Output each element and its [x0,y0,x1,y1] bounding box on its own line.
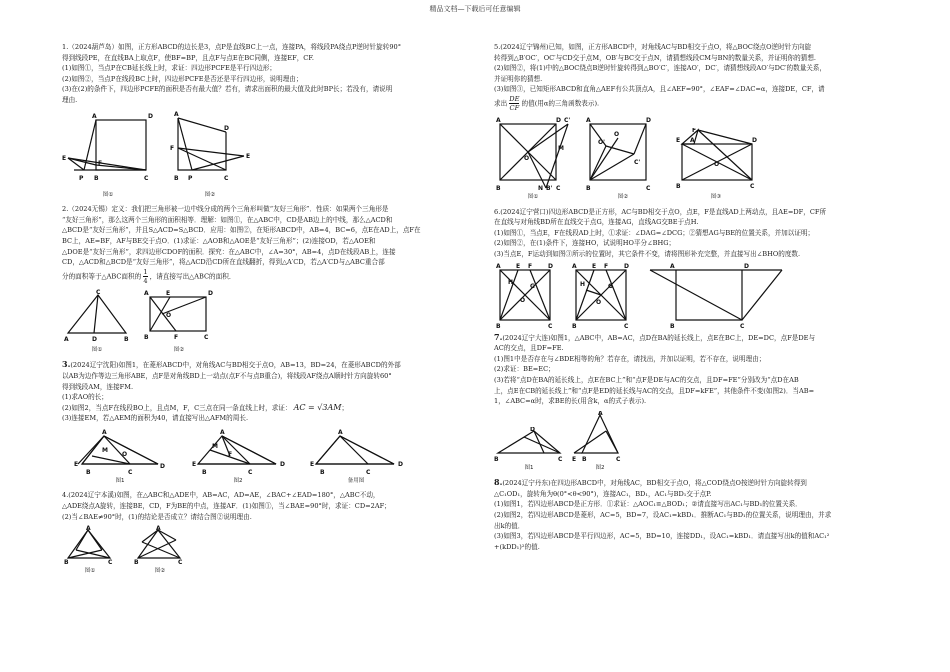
problem-4-line: (2)当∠BAE≠90°时，(1)的结论是否成立？请结合图②说明理由. [62,512,252,521]
svg-text:P: P [188,174,193,182]
problem-6-line: 6.(2024辽宁营口)四边形ABCD是正方形，AC与BD相交于点O，点E，F是直线AD上两动点，且AE=DF，CF所 [494,207,827,216]
svg-text:O: O [596,298,602,306]
problem-1-figure-1 [62,110,154,201]
problem-7-line: AC的交点，且DF=FE. [494,344,564,353]
figure-caption: 图① [102,191,114,198]
svg-text:E: E [62,154,67,162]
problem-2-line: CD，△ACD和△BCD是“友好三角形”，将△ACD沿CD所在直线翻折，得到△A′CD，若△A′CD与△ABC重合部 [62,258,385,267]
problem-5 [494,42,908,203]
svg-text:C: C [616,455,621,463]
problem-3-line: 3.(2024辽宁沈阳)如图1，在菱形ABCD中，对角线AC与BD相交于点O，AB=13，BD=24，在菱形ABCD的外部 [62,359,401,370]
svg-text:D: D [548,262,553,270]
figure-caption: 图② [173,346,185,353]
svg-text:D: D [398,460,403,468]
svg-text:C: C [204,333,209,341]
problem-3-line: (3)连接EM，若△AEM的面积为40，请直接写出△AFM的周长. [62,414,249,423]
svg-text:D: D [530,426,535,433]
svg-text:F: F [228,450,233,458]
svg-text:B: B [582,455,587,463]
svg-text:E: E [74,460,79,468]
svg-text:M: M [102,446,108,454]
svg-text:O': O' [598,138,605,146]
problem-4-line: 4.(2024辽宁本溪)如图，在△ABC和△ADE中，AB=AC，AD=AE，∠BAC+∠EAD=180°，△ABC不动， [62,491,380,500]
svg-text:C': C' [564,116,571,124]
problem-8-line: (2)如图2，若四边形ABCD是菱形，AC=5，BD=7，设AC₁=kBD₁．推断AC₁与BD₁的位置关系，说明理由，并求 [494,511,832,520]
svg-text:A: A [338,428,343,436]
figure-caption: 图2 [233,477,243,484]
svg-text:E: E [592,262,597,270]
svg-text:N: N [538,184,544,192]
figure-caption: 图1 [524,464,534,471]
svg-text:P: P [79,174,84,182]
svg-text:C: C [740,322,745,328]
problem-1-line: 得到线段PE，在直线BA上取点F，使BF=BP，且点F与点E在BC同侧，连接EF，CF. [62,53,314,62]
problem-5-line: (2)如图②，将(1)中的△BOC绕点B逆时针旋转得到△BO′C′，连接AO′，DC′，请猜想线段AO′与DC′的数量关系， [494,64,827,73]
figure-caption: 图① [527,193,539,200]
problem-3-figure-3 [308,426,404,487]
problem-8-line: 8.(2024辽宁丹东)在四边形ABCD中，对角线AC，BD相交于点O，将△COD绕点O按逆时针方向旋转得到 [494,477,807,488]
problem-3-line: 以AB为边作等边三角形ABE，点F是对角线BD上一动点(点F不与点B重合)，将线段AF绕点A顺时针方向旋转60° [62,371,392,380]
figure-caption: 图③ [710,193,722,200]
svg-text:M: M [212,442,218,450]
problem-6-line: 在直线与对角线BD所在直线交于点G，连接AG，直线AG交BE于点H. [494,218,699,227]
problem-6-line: (3)当点E，F运动到如图③所示的位置时，其它条件不变，请将图形补充完整，并直接写出∠BHO的度数. [494,249,801,258]
problem-8-line: 出k的值． [494,521,525,530]
problem-1-line: (3)在(2)的条件下，四边形PCFE的面积是否有最大值？若有，请求出面积的最大值及此时BP长；若没有，请说明 [62,85,393,94]
formula: AC = √3AM [293,402,342,412]
problem-1-line: 理由. [62,95,78,104]
problem-8-line: (1)如图1，若四边形ABCD是正方形．①求证：△AOC₁≌△BOD₁；②请直接写出AC₁与BD₁的位置关系． [494,500,802,509]
problem-6-line: (1)如图①，当点E，F在线段AD上时，①求证：∠DAG=∠DCG；②猜想AG与BE的位置关系，并加以证明； [494,228,815,237]
problem-3-line: (2)如图2，当点F在线段BO上，且点M，F，C三点在同一条直线上时，求证： AC = √3AM； [62,402,349,412]
fraction: $\frac{DE}{CF}$ [509,94,520,112]
problem-5-figure-1 [494,114,572,203]
svg-text:D: D [92,335,97,343]
svg-text:B: B [320,468,325,476]
svg-text:C: C [128,468,133,476]
problem-2-figure-1 [62,287,132,356]
problem-7-figure-1 [494,427,564,474]
problem-3 [62,359,480,486]
svg-text:E: E [572,455,577,463]
svg-text:C: C [646,184,651,192]
svg-text:D: D [280,460,285,468]
figure-caption: 备用图 [347,477,365,484]
svg-text:A: A [572,262,577,270]
left-column [62,42,480,581]
svg-text:B: B [572,322,577,328]
svg-text:E: E [192,460,197,468]
svg-text:B: B [202,468,207,476]
svg-text:H: H [580,280,586,288]
problem-8-line: (3)如图3，若四边形ABCD是平行四边形，AC=5，BD=10，连接DD₁，设AC₁=kBD₁．请直接写出k的值和AC₁² [494,532,830,541]
svg-text:B: B [670,322,675,328]
svg-text:C: C [108,559,113,567]
problem-7-line: (1)图1中是否存在与∠BDE相等的角？若存在，请找出，并加以证明，若不存在，说明理由； [494,354,766,363]
svg-text:D: D [208,289,213,297]
problem-5-figure-2 [584,114,662,203]
svg-text:D: D [148,112,153,120]
svg-text:D: D [556,116,561,124]
svg-text:A: A [586,116,591,124]
problem-5-line: (3)如图③，已知矩形ABCD和直角△AEF有公共顶点A，且∠AEF=90°，∠EAF=∠DAC=α，连接DE，CF，请 [494,85,825,94]
svg-text:B: B [586,184,591,192]
problem-2-line: 2.（2024无锡）定义：我们把三角形被一边中线分成的两个三角形叫做“友好三角形”．性质：如果两个三角形是 [62,205,389,214]
problem-6-figure-2 [570,262,632,328]
svg-text:C: C [548,322,553,328]
figure-caption: 图2 [595,464,605,471]
problem-6-figure-1 [494,262,556,328]
figure-caption: 图① [84,568,96,575]
svg-text:A: A [496,116,501,124]
svg-text:C: C [248,468,253,476]
svg-text:A: A [496,262,501,270]
svg-text:E: E [676,136,681,144]
problem-8-line: +(kDD₁)²的值. [494,542,540,551]
problem-2-line: “友好三角形”，那么这两个三角形的面积相等．理解：如图①，在△ABC中，CD是AB边上的中线，那么△ACD和 [62,215,393,224]
problem-5-line: 5.(2024辽宁锦州)已知，如图，正方形ABCD中，对角线AC与BD相交于点O，将△BOC绕点O逆时针方向旋 [494,43,812,51]
svg-text:B: B [124,335,129,343]
figure-caption: 图② [154,568,166,575]
fraction: $\frac{1}{4}$ [143,267,148,285]
problem-1-figure-2 [164,108,256,201]
svg-text:C: C [178,559,183,567]
problem-2-line: 分的面积等于△ABC面积的 $\frac{1}{4}$ ，请直接写出△ABC的面积． [62,267,236,285]
svg-text:O: O [520,296,526,304]
svg-text:D: D [752,136,757,144]
svg-text:B: B [676,182,681,190]
problem-7-line: 7.(2024辽宁大连)如图1，△ABC中，AB=AC，点D在BA的延长线上，点E在BC上，DE=DC，点F是DE与 [494,331,816,342]
svg-text:E: E [246,152,251,160]
svg-text:F: F [170,144,175,152]
problem-2-figure-2 [142,287,216,356]
svg-text:B: B [86,468,91,476]
svg-text:D: D [624,262,629,270]
svg-text:C': C' [634,158,641,166]
problem-5-line: 转得到△B′OC′，OC′与CD交于点M，OB′与BC交于点N，请猜想线段CM与BN的数量关系，并证明你的猜想. [494,53,817,62]
problem-6-figure-3 [646,262,786,328]
svg-text:C: C [224,174,229,182]
svg-text:B': B' [546,184,553,192]
problem-7-line: (2)求证：BE=EC； [494,365,555,374]
svg-text:A: A [174,110,179,118]
svg-text:D: D [744,262,749,270]
svg-text:C: C [556,184,561,192]
problem-2-line: BC上，AE=BF，AF与BE交于点O．(1)求证：△AOB和△AOE是“友好三角形”；(2)连接OD，若△AOE和 [62,236,376,245]
svg-text:A: A [220,428,225,436]
svg-text:O: O [166,311,172,319]
svg-text:A: A [144,289,149,297]
problem-7-line: 1，∠ABC=α时，求BE的长(用含k，α的式子表示). [494,397,647,406]
problem-5-line: 求出 $\frac{DE}{CF}$ 的值(用α的三角函数表示). [494,94,600,112]
figure-caption: 图② [617,193,629,200]
right-column [494,42,908,552]
svg-text:C: C [624,322,629,328]
svg-text:B: B [144,333,149,341]
problem-7-line: (3)若将“点D在BA的延长线上，点E在BC上”和“点F是DE与AC的交点，且DF=FE”分别改为“点D在AB [494,375,799,384]
problem-5-figure-3 [674,128,758,203]
svg-text:B: B [496,184,501,192]
svg-text:C: C [96,288,101,296]
problem-4-line: △ADE绕点A旋转，连接BE，CD，F为BE的中点，连接AF．(1)如图①，当∠BAE=90°时，求证：CD=2AF； [62,502,391,511]
problem-8-line: △C₁OD₁，旋转角为θ(0°<θ<90°)，连接AC₁，BD₁，AC₁与BD₁交于点P. [494,489,712,498]
svg-text:D: D [224,124,229,132]
svg-text:B: B [94,174,99,182]
svg-text:C: C [366,468,371,476]
svg-text:B: B [174,174,179,182]
svg-text:A: A [92,112,97,120]
svg-text:A: A [64,335,69,343]
problem-5-line: 并证明你的猜想. [494,74,543,83]
problem-3-figure-2 [190,426,286,487]
svg-text:A: A [690,136,695,144]
svg-text:F: F [528,262,533,270]
svg-text:D: D [160,462,165,470]
problem-2-line: △BCD是“友好三角形”，并且S△ACD=S△BCD．应用：如图②，在矩形ABCD中，AB=4，BC=6，点E在AD上，点F在 [62,226,421,235]
svg-text:F: F [174,333,179,341]
figure-caption: 图① [91,346,103,353]
problem-1-line: (2)如图②，当点P在线段BC上时，四边形PCFE是否还是平行四边形，说明理由； [62,74,303,83]
svg-text:G: G [530,282,535,290]
svg-text:O: O [714,160,720,168]
problem-3-line: 得到线段AM，连接FM. [62,382,134,391]
svg-text:G: G [608,282,613,290]
svg-text:F: F [692,127,697,134]
problem-7-line: 上，点E在CB的延长线上”和“点F是ED的延长线与AC的交点，且DF=kFE”，其他条件不变(如图2)．当AB= [494,386,815,395]
svg-text:C: C [750,182,755,190]
svg-text:H: H [508,278,514,286]
figure-caption: 图② [204,191,216,198]
svg-text:F: F [604,262,609,270]
problem-4-figure-2 [132,524,188,577]
svg-text:M: M [558,144,564,152]
problem-1 [62,42,480,200]
problem-6-line: (2)如图②，在(1)条件下，连接HO，试说明HO平分∠BHG； [494,239,676,248]
figure-caption: 图1 [115,477,125,484]
svg-text:A: A [102,428,107,436]
svg-text:A: A [670,262,675,270]
problem-1-line: 1.（2024葫芦岛）如图，正方形ABCD的边长是3，点P是直线BC上一点，连接PA，将线段PA绕点P逆时针旋转90° [62,43,402,51]
page-header: 精品文档—下载后可任意编辑 [429,5,521,13]
problem-7 [494,332,908,474]
svg-text:B: B [134,559,139,567]
problem-6 [494,207,908,328]
svg-text:E: E [166,289,171,297]
problem-3-line: (1)求AO的长； [62,393,108,402]
svg-text:E: E [310,460,315,468]
svg-text:A: A [86,525,91,533]
svg-text:C: C [144,174,149,182]
problem-4-figure-1 [62,524,118,577]
svg-text:B: B [494,455,499,463]
svg-text:D: D [646,116,651,124]
problem-3-figure-1 [72,426,168,487]
svg-text:A: A [156,525,161,533]
svg-text:A: A [598,410,603,417]
problem-2 [62,204,480,355]
svg-text:O: O [524,154,530,162]
svg-text:C: C [558,455,563,463]
svg-text:F: F [98,159,103,167]
problem-1-line: (1)如图①，当点P在CB延长线上时，求证：四边形PCFE是平行四边形； [62,64,276,73]
svg-text:O: O [614,130,620,138]
svg-text:B: B [64,559,69,567]
problem-7-figure-2 [572,411,628,474]
svg-text:B: B [496,322,501,328]
problem-8 [494,477,908,552]
svg-text:E: E [516,262,521,270]
svg-text:O: O [122,450,128,458]
problem-2-line: △DOE是“友好三角形”，求四边形CDOF的面积．探究：在△ABC中，∠A=30°，AB=4，点D在线段AB上，连接 [62,247,396,256]
problem-4 [62,490,480,576]
